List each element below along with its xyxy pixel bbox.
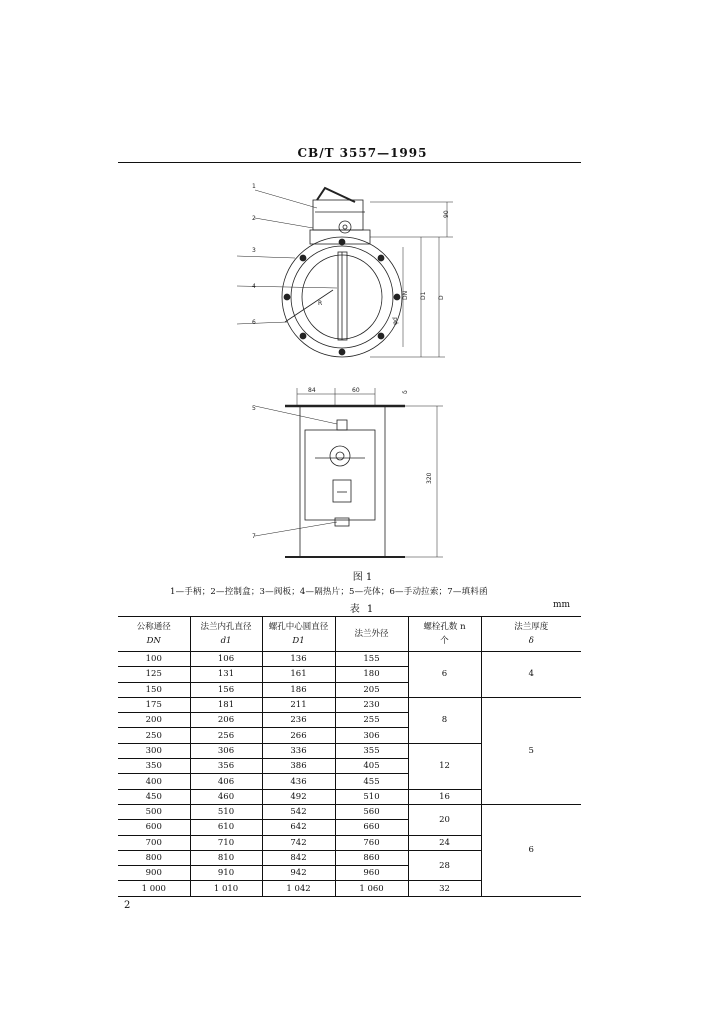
table-row: 450 460 492 510 16 xyxy=(118,789,581,804)
table-row: 900 910 942 960 xyxy=(118,866,581,881)
document-header: CB/T 3557—1995 xyxy=(297,146,428,160)
thickness-group-4: 4 xyxy=(481,652,581,698)
bolt-group-16: 16 xyxy=(408,789,481,804)
table-unit: mm xyxy=(553,600,571,610)
callout-1: 1 xyxy=(252,183,256,190)
figure-caption: 图 1 xyxy=(352,572,373,583)
bolt-group-12: 12 xyxy=(408,743,481,789)
dim-84: 84 xyxy=(308,387,316,394)
dim-320: 320 xyxy=(426,472,433,484)
callout-3: 3 xyxy=(252,247,256,254)
dim-90: 90 xyxy=(443,210,450,218)
figure-legend: 1—手柄；2—控制盒；3—阀板；4—隔热片；5—壳体；6—手动拉索；7—填料函 xyxy=(170,587,488,597)
callout-2: 2 xyxy=(252,215,256,222)
dim-delta: δ xyxy=(402,390,409,394)
header-thickness: 法兰厚度 δ xyxy=(481,617,581,652)
dim-phi: φd xyxy=(392,317,399,325)
header-bolt-count: 螺栓孔数 n 个 xyxy=(408,617,481,652)
callout-6: 6 xyxy=(252,319,256,326)
bolt-group-20: 20 xyxy=(408,804,481,835)
valve-front-view xyxy=(237,188,453,357)
table-row: 600 610 642 660 xyxy=(118,820,581,835)
table-row: 500 510 542 560 20 6 xyxy=(118,804,581,819)
header-rule xyxy=(118,162,581,163)
bolt-group-32: 32 xyxy=(408,881,481,896)
callout-7: 7 xyxy=(252,533,256,540)
dim-d: D xyxy=(438,295,445,300)
table-row: 125 131 161 180 xyxy=(118,667,581,682)
table-row: 175 181 211 230 8 5 xyxy=(118,697,581,712)
valve-side-view xyxy=(255,388,443,557)
callout-4: 4 xyxy=(252,283,256,290)
bolt-group-6: 6 xyxy=(408,652,481,698)
page-number: 2 xyxy=(124,900,131,911)
thickness-group-5: 5 xyxy=(481,697,581,804)
dim-r: R xyxy=(318,300,323,307)
table-row: 400 406 436 455 xyxy=(118,774,581,789)
header-d1-circle: 螺孔中心圆直径 D1 xyxy=(262,617,335,652)
table-row: 250 256 266 306 xyxy=(118,728,581,743)
table-row: 150 156 186 205 xyxy=(118,682,581,697)
bolt-group-24: 24 xyxy=(408,835,481,850)
valve-drawing xyxy=(225,172,465,567)
dim-d1: D1 xyxy=(420,291,427,300)
table-title: 表 1 xyxy=(349,604,376,615)
bolt-group-28: 28 xyxy=(408,850,481,881)
callout-5: 5 xyxy=(252,405,256,412)
table-row: 200 206 236 255 xyxy=(118,713,581,728)
dim-dn: DN xyxy=(402,290,409,300)
specification-table xyxy=(118,616,581,897)
header-dn: 公称通径 DN xyxy=(118,617,190,652)
table-row: 300 306 336 355 12 xyxy=(118,743,581,758)
table-row: 800 810 842 860 28 xyxy=(118,850,581,865)
table-row: 700 710 742 760 24 xyxy=(118,835,581,850)
table-header-row xyxy=(118,617,581,652)
bolt-group-8: 8 xyxy=(408,697,481,743)
header-outer-diameter: 法兰外径 xyxy=(335,617,408,652)
table-row: 100 106 136 155 6 4 xyxy=(118,652,581,667)
dim-60: 60 xyxy=(352,387,360,394)
table-row: 350 356 386 405 xyxy=(118,759,581,774)
table-row: 1 000 1 010 1 042 1 060 32 xyxy=(118,881,581,896)
thickness-group-6: 6 xyxy=(481,804,581,896)
header-d1-inner: 法兰内孔直径 d1 xyxy=(190,617,262,652)
